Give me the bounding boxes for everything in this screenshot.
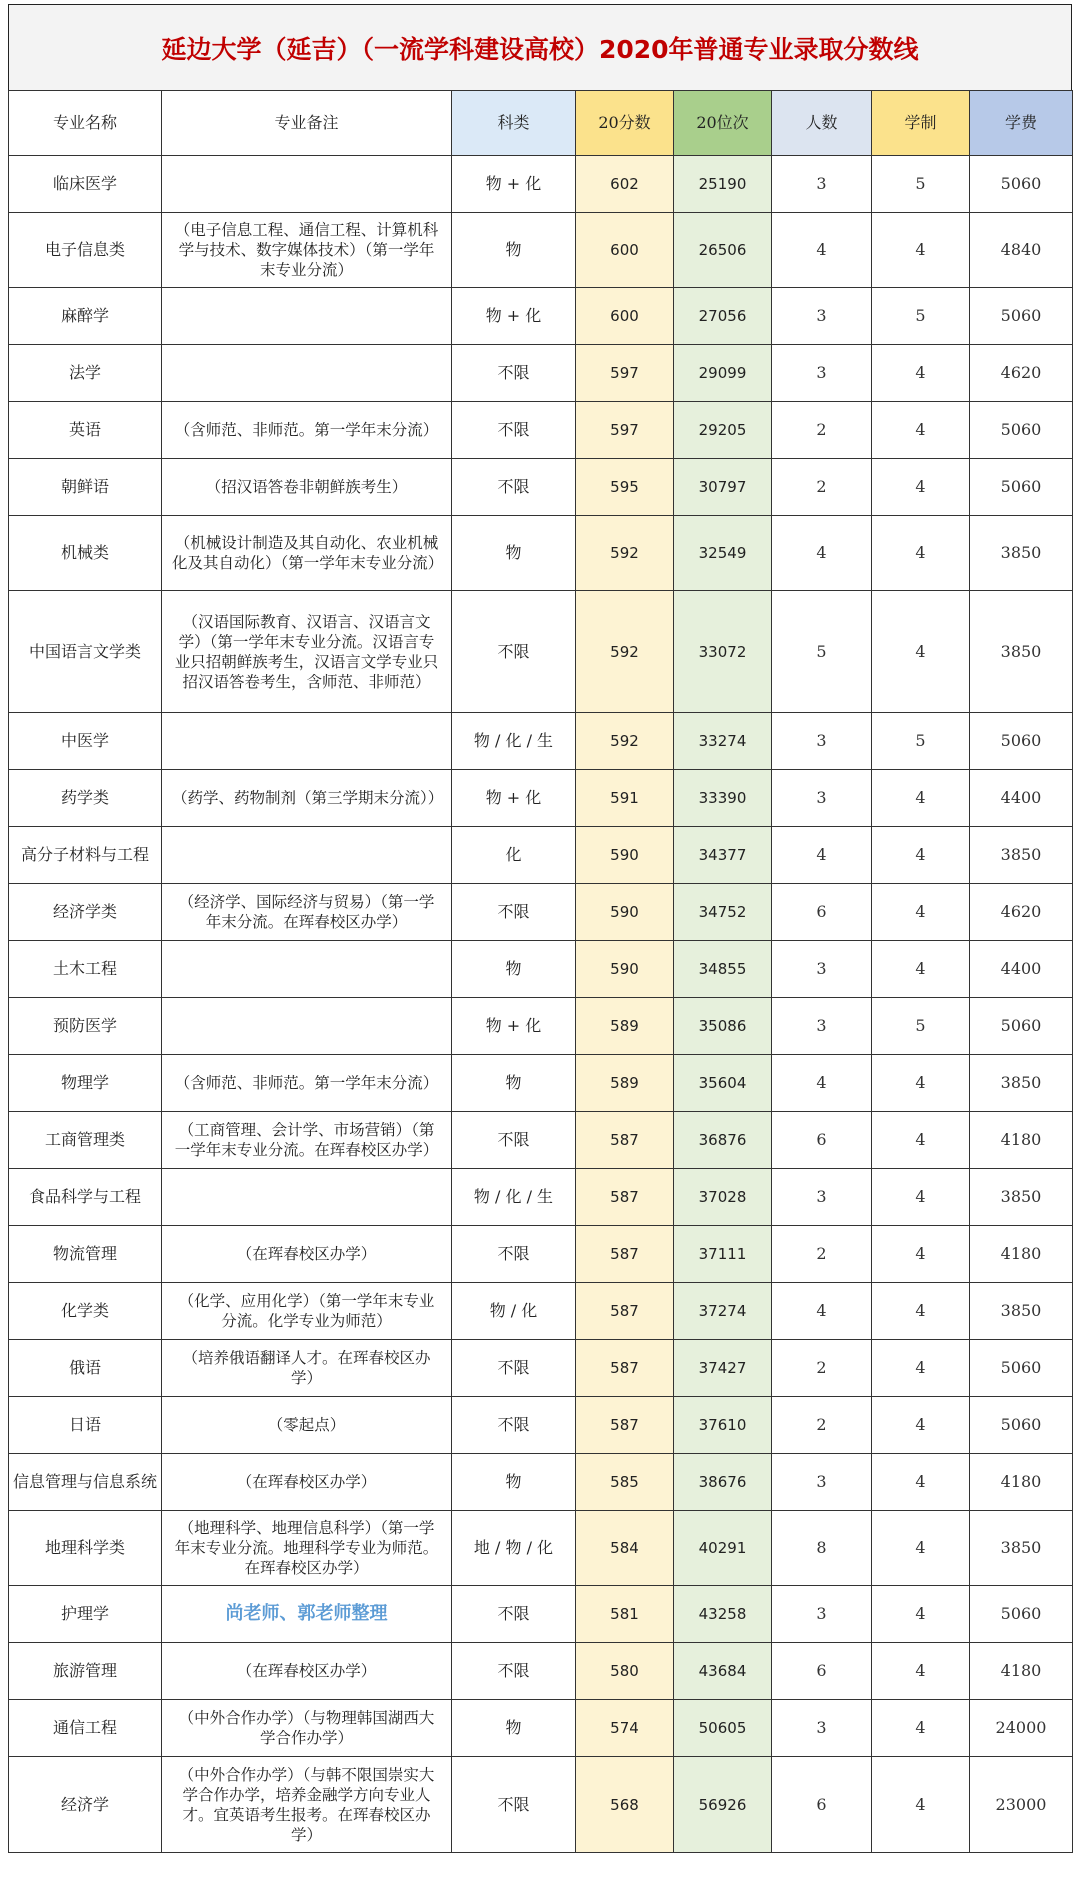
table-row [9,713,1073,770]
cell-score: 591 [576,770,674,827]
cell-note: （化学、应用化学）（第一学年末专业分流。化学专业为师范） [162,1283,452,1340]
cell-subject: 物 / 化 / 生 [452,1169,576,1226]
cell-major: 预防医学 [9,998,162,1055]
table-row [9,1586,1073,1643]
cell-rank: 35086 [674,998,772,1055]
cell-rank: 27056 [674,288,772,345]
cell-score: 580 [576,1643,674,1700]
cell-subject: 物 [452,1055,576,1112]
cell-years: 4 [872,1454,970,1511]
cell-subject: 物 [452,1454,576,1511]
cell-subject: 物 + 化 [452,770,576,827]
table-row [9,591,1073,713]
cell-subject: 不限 [452,1397,576,1454]
cell-count: 3 [772,1586,872,1643]
cell-note: （培养俄语翻译人才。在珲春校区办学） [162,1340,452,1397]
cell-subject: 物 / 化 [452,1283,576,1340]
cell-major: 物理学 [9,1055,162,1112]
cell-major: 麻醉学 [9,288,162,345]
cell-major: 信息管理与信息系统 [9,1454,162,1511]
watermark-signature: 尚老师、郭老师整理 [225,1603,388,1624]
cell-score: 568 [576,1757,674,1853]
cell-count: 4 [772,213,872,288]
cell-count: 4 [772,827,872,884]
cell-major: 英语 [9,402,162,459]
cell-count: 3 [772,156,872,213]
cell-score: 592 [576,591,674,713]
cell-major: 工商管理类 [9,1112,162,1169]
cell-score: 589 [576,998,674,1055]
cell-years: 4 [872,1700,970,1757]
cell-fee: 3850 [970,1055,1073,1112]
cell-count: 3 [772,288,872,345]
cell-subject: 不限 [452,1340,576,1397]
cell-fee: 4180 [970,1643,1073,1700]
cell-major: 通信工程 [9,1700,162,1757]
cell-years: 4 [872,1112,970,1169]
cell-years: 4 [872,1169,970,1226]
cell-fee: 4620 [970,345,1073,402]
table-row [9,516,1073,591]
cell-years: 4 [872,1757,970,1853]
cell-years: 4 [872,459,970,516]
cell-score: 574 [576,1700,674,1757]
table-row [9,941,1073,998]
cell-score: 584 [576,1511,674,1586]
cell-subject: 物 + 化 [452,998,576,1055]
cell-subject: 不限 [452,402,576,459]
cell-note: （药学、药物制剂（第三学期末分流）） [162,770,452,827]
cell-years: 4 [872,1397,970,1454]
cell-years: 4 [872,770,970,827]
cell-subject: 物 + 化 [452,288,576,345]
cell-score: 585 [576,1454,674,1511]
cell-subject: 物 / 化 / 生 [452,713,576,770]
cell-rank: 33390 [674,770,772,827]
cell-fee: 3850 [970,516,1073,591]
cell-fee: 3850 [970,1511,1073,1586]
header-score: 20分数 [576,91,674,156]
cell-note: （招汉语答卷非朝鲜族考生） [162,459,452,516]
cell-fee: 5060 [970,998,1073,1055]
header-major: 专业名称 [9,91,162,156]
cell-major: 朝鲜语 [9,459,162,516]
cell-note: （中外合作办学）（与物理韩国湖西大学合作办学） [162,1700,452,1757]
table-row [9,156,1073,213]
cell-years: 4 [872,402,970,459]
cell-major: 临床医学 [9,156,162,213]
cell-fee: 4180 [970,1112,1073,1169]
cell-count: 3 [772,998,872,1055]
cell-count: 6 [772,1643,872,1700]
cell-subject: 物 [452,941,576,998]
cell-years: 4 [872,1055,970,1112]
cell-major: 电子信息类 [9,213,162,288]
cell-note: （电子信息工程、通信工程、计算机科学与技术、数字媒体技术）（第一学年末专业分流） [162,213,452,288]
cell-major: 中医学 [9,713,162,770]
cell-fee: 23000 [970,1757,1073,1853]
cell-major: 法学 [9,345,162,402]
cell-note [162,288,452,345]
cell-major: 中国语言文学类 [9,591,162,713]
cell-subject: 不限 [452,1586,576,1643]
cell-rank: 32549 [674,516,772,591]
table-row [9,1643,1073,1700]
cell-score: 597 [576,345,674,402]
cell-count: 3 [772,713,872,770]
cell-years: 4 [872,1586,970,1643]
cell-subject: 不限 [452,884,576,941]
cell-count: 6 [772,1757,872,1853]
cell-note [162,1586,452,1643]
cell-count: 8 [772,1511,872,1586]
table-row [9,1283,1073,1340]
cell-score: 587 [576,1226,674,1283]
cell-score: 581 [576,1586,674,1643]
cell-rank: 37028 [674,1169,772,1226]
table-row [9,213,1073,288]
table-row [9,1757,1073,1853]
header-count: 人数 [772,91,872,156]
cell-score: 590 [576,941,674,998]
table-row [9,1169,1073,1226]
cell-subject: 不限 [452,1226,576,1283]
cell-major: 护理学 [9,1586,162,1643]
table-row [9,1700,1073,1757]
cell-fee: 4180 [970,1454,1073,1511]
table-row [9,998,1073,1055]
cell-years: 4 [872,827,970,884]
table-row [9,1055,1073,1112]
cell-count: 4 [772,1283,872,1340]
cell-count: 4 [772,516,872,591]
cell-years: 5 [872,156,970,213]
cell-rank: 43258 [674,1586,772,1643]
cell-fee: 5060 [970,288,1073,345]
cell-subject: 物 [452,213,576,288]
cell-years: 4 [872,516,970,591]
cell-fee: 24000 [970,1700,1073,1757]
cell-major: 化学类 [9,1283,162,1340]
cell-score: 592 [576,713,674,770]
cell-score: 587 [576,1340,674,1397]
table-row [9,1397,1073,1454]
cell-note: （在珲春校区办学） [162,1454,452,1511]
cell-fee: 5060 [970,156,1073,213]
table-row [9,1511,1073,1586]
cell-rank: 35604 [674,1055,772,1112]
cell-score: 587 [576,1283,674,1340]
cell-note [162,998,452,1055]
cell-count: 6 [772,884,872,941]
cell-note [162,713,452,770]
table-row [9,1112,1073,1169]
cell-years: 4 [872,345,970,402]
cell-years: 4 [872,884,970,941]
cell-count: 2 [772,1397,872,1454]
cell-fee: 4840 [970,213,1073,288]
cell-score: 602 [576,156,674,213]
cell-count: 3 [772,1454,872,1511]
cell-rank: 37274 [674,1283,772,1340]
header-rank: 20位次 [674,91,772,156]
cell-note: （含师范、非师范。第一学年末分流） [162,402,452,459]
cell-rank: 40291 [674,1511,772,1586]
sheet-title: 延边大学（延吉）（一流学科建设高校）2020年普通专业录取分数线 [8,4,1072,90]
cell-rank: 37610 [674,1397,772,1454]
cell-subject: 不限 [452,1643,576,1700]
cell-major: 高分子材料与工程 [9,827,162,884]
cell-major: 物流管理 [9,1226,162,1283]
table-row [9,288,1073,345]
admission-score-sheet [8,4,1072,1853]
cell-count: 2 [772,459,872,516]
cell-rank: 26506 [674,213,772,288]
cell-rank: 34377 [674,827,772,884]
cell-score: 590 [576,827,674,884]
header-row [9,91,1073,156]
cell-subject: 物 [452,516,576,591]
cell-score: 595 [576,459,674,516]
cell-note: （中外合作办学）（与韩不限国崇实大学合作办学，培养金融学方向专业人才。宜英语考生报考。在珲春校区办学） [162,1757,452,1853]
cell-fee: 5060 [970,1397,1073,1454]
cell-years: 4 [872,1283,970,1340]
cell-rank: 29099 [674,345,772,402]
cell-fee: 5060 [970,402,1073,459]
cell-years: 5 [872,998,970,1055]
cell-score: 592 [576,516,674,591]
cell-rank: 29205 [674,402,772,459]
score-table [8,90,1073,1853]
cell-count: 3 [772,1169,872,1226]
cell-rank: 37111 [674,1226,772,1283]
cell-subject: 不限 [452,459,576,516]
cell-years: 5 [872,288,970,345]
cell-note: （含师范、非师范。第一学年末分流） [162,1055,452,1112]
cell-count: 3 [772,1700,872,1757]
cell-rank: 25190 [674,156,772,213]
cell-years: 4 [872,1226,970,1283]
cell-note [162,1169,452,1226]
cell-fee: 5060 [970,1586,1073,1643]
header-subject: 科类 [452,91,576,156]
cell-note: （机械设计制造及其自动化、农业机械化及其自动化）（第一学年末专业分流） [162,516,452,591]
cell-score: 587 [576,1169,674,1226]
cell-years: 4 [872,591,970,713]
cell-note [162,941,452,998]
cell-rank: 33072 [674,591,772,713]
cell-rank: 43684 [674,1643,772,1700]
cell-fee: 3850 [970,591,1073,713]
cell-fee: 4400 [970,941,1073,998]
cell-rank: 50605 [674,1700,772,1757]
cell-years: 4 [872,1643,970,1700]
cell-score: 600 [576,288,674,345]
cell-major: 经济学类 [9,884,162,941]
cell-note: （在珲春校区办学） [162,1643,452,1700]
cell-fee: 5060 [970,1340,1073,1397]
cell-score: 600 [576,213,674,288]
cell-major: 食品科学与工程 [9,1169,162,1226]
cell-subject: 不限 [452,345,576,402]
cell-score: 597 [576,402,674,459]
cell-fee: 4180 [970,1226,1073,1283]
cell-note: （经济学、国际经济与贸易）（第一学年末分流。在珲春校区办学） [162,884,452,941]
table-row [9,1340,1073,1397]
cell-note: （在珲春校区办学） [162,1226,452,1283]
cell-subject: 不限 [452,1112,576,1169]
cell-note [162,345,452,402]
cell-rank: 34752 [674,884,772,941]
cell-major: 俄语 [9,1340,162,1397]
cell-fee: 5060 [970,713,1073,770]
cell-years: 4 [872,941,970,998]
cell-note: （工商管理、会计学、市场营销）（第一学年末专业分流。在珲春校区办学） [162,1112,452,1169]
cell-fee: 5060 [970,459,1073,516]
cell-major: 药学类 [9,770,162,827]
cell-note: （地理科学、地理信息科学）（第一学年末专业分流。地理科学专业为师范。在珲春校区办学） [162,1511,452,1586]
cell-score: 590 [576,884,674,941]
cell-major: 日语 [9,1397,162,1454]
cell-years: 4 [872,1511,970,1586]
cell-rank: 33274 [674,713,772,770]
cell-note [162,827,452,884]
cell-fee: 3850 [970,1283,1073,1340]
cell-rank: 30797 [674,459,772,516]
cell-subject: 物 + 化 [452,156,576,213]
cell-major: 机械类 [9,516,162,591]
cell-note: （汉语国际教育、汉语言、汉语言文学）（第一学年末专业分流。汉语言专业只招朝鲜族考生，汉语言文学专业只招汉语答卷考生，含师范、非师范） [162,591,452,713]
cell-count: 3 [772,770,872,827]
cell-fee: 3850 [970,827,1073,884]
header-fee: 学费 [970,91,1073,156]
cell-rank: 38676 [674,1454,772,1511]
table-row [9,345,1073,402]
cell-major: 地理科学类 [9,1511,162,1586]
cell-major: 旅游管理 [9,1643,162,1700]
cell-rank: 36876 [674,1112,772,1169]
cell-subject: 物 [452,1700,576,1757]
table-row [9,1226,1073,1283]
cell-subject: 地 / 物 / 化 [452,1511,576,1586]
header-note: 专业备注 [162,91,452,156]
cell-score: 587 [576,1112,674,1169]
cell-years: 5 [872,713,970,770]
cell-fee: 4620 [970,884,1073,941]
cell-fee: 3850 [970,1169,1073,1226]
table-row [9,827,1073,884]
cell-count: 3 [772,941,872,998]
cell-subject: 不限 [452,1757,576,1853]
cell-rank: 56926 [674,1757,772,1853]
table-row [9,402,1073,459]
cell-major: 土木工程 [9,941,162,998]
cell-note [162,156,452,213]
cell-count: 2 [772,1340,872,1397]
cell-subject: 不限 [452,591,576,713]
cell-fee: 4400 [970,770,1073,827]
table-row [9,770,1073,827]
cell-note: （零起点） [162,1397,452,1454]
cell-years: 4 [872,1340,970,1397]
cell-major: 经济学 [9,1757,162,1853]
cell-count: 3 [772,345,872,402]
cell-subject: 化 [452,827,576,884]
cell-score: 587 [576,1397,674,1454]
cell-rank: 34855 [674,941,772,998]
table-row [9,459,1073,516]
cell-rank: 37427 [674,1340,772,1397]
header-years: 学制 [872,91,970,156]
table-row [9,884,1073,941]
cell-count: 2 [772,402,872,459]
cell-count: 4 [772,1055,872,1112]
cell-score: 589 [576,1055,674,1112]
cell-years: 4 [872,213,970,288]
cell-count: 2 [772,1226,872,1283]
cell-count: 5 [772,591,872,713]
table-row [9,1454,1073,1511]
cell-count: 6 [772,1112,872,1169]
